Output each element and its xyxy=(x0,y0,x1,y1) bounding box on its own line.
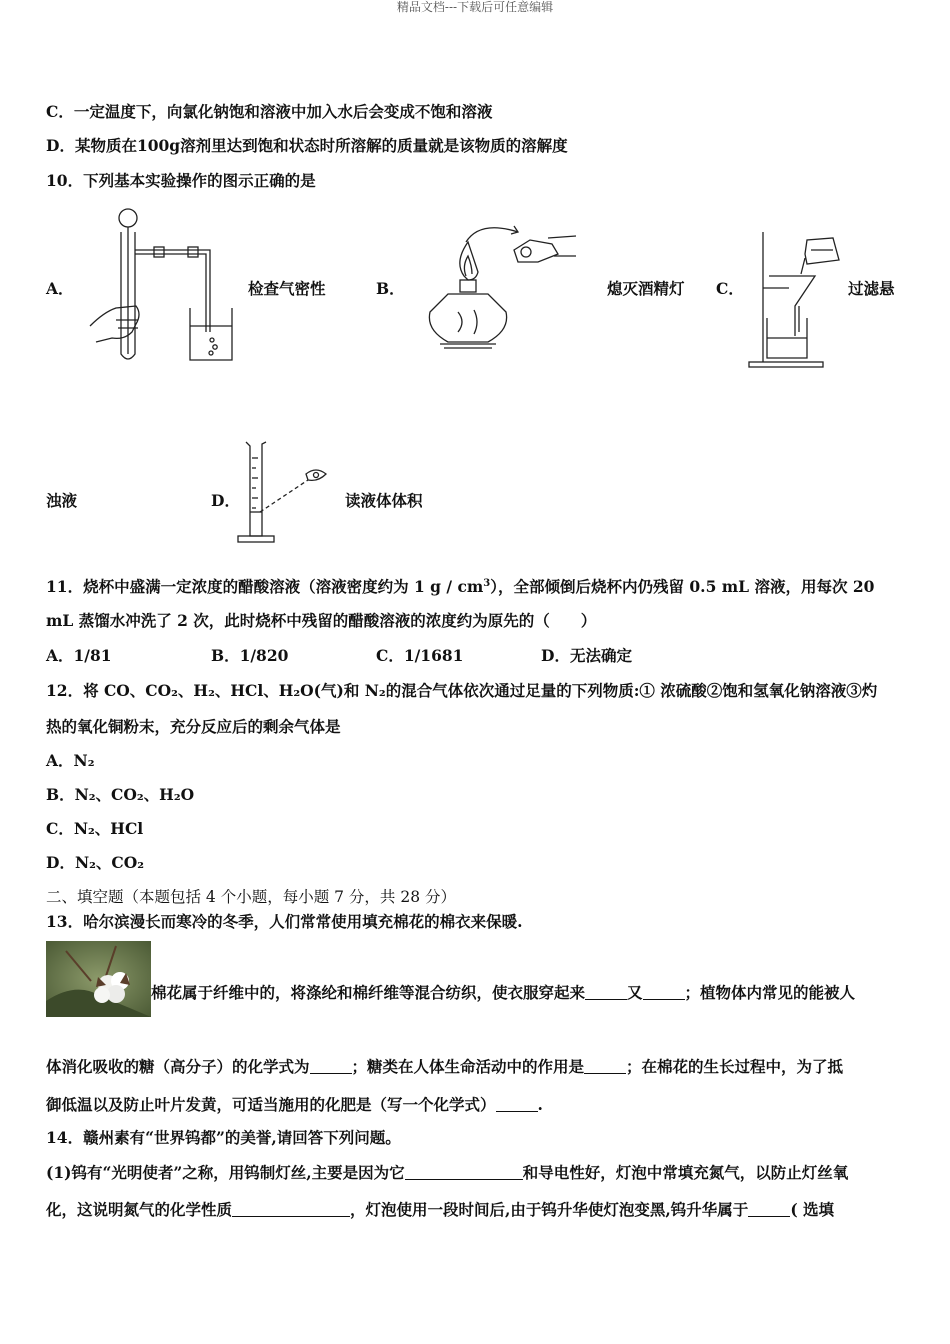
q9-option-c: C．一定温度下，向氯化钠饱和溶液中加入水后会变成不饱和溶液 xyxy=(46,102,493,121)
q10-a-letter: A． xyxy=(46,279,74,298)
q13-line-1a: 棉花属于纤维中的，将涤纶和棉纤维等混合纺织，使衣服穿起来 xyxy=(151,983,586,1002)
q11-option-c: C．1/1681 xyxy=(376,646,464,665)
q10-c-text-cont: 浊液 xyxy=(46,491,78,510)
q13-stem: 13．哈尔滨漫长而寒冷的冬季，人们常常使用填充棉花的棉衣来保暖. xyxy=(46,912,523,931)
q14-line-2a: 化，这说明氮气的化学性质 xyxy=(46,1200,233,1219)
q12-option-d: D．N₂、CO₂ xyxy=(46,853,145,872)
q10-a-text: 检查气密性 xyxy=(248,279,326,298)
q12-line-2: 热的氧化铜粉末，充分反应后的剩余气体是 xyxy=(46,717,341,736)
q13-blank-3[interactable] xyxy=(310,1057,352,1074)
q12-option-a: A．N₂ xyxy=(46,751,95,770)
q13-line-1c: ；植物体内常见的能被人 xyxy=(684,983,856,1002)
q11-line-1 xyxy=(46,574,874,597)
filtration-figure xyxy=(745,228,845,368)
q13-line-3b: . xyxy=(537,1095,543,1114)
q11-unit-exponent: 3 xyxy=(483,578,491,589)
q10-stem: 10．下列基本实验操作的图示正确的是 xyxy=(46,171,316,190)
q13-line-3 xyxy=(46,1095,543,1115)
q14-line-2b: ，灯泡使用一段时间后,由于钨升华使灯泡变黑,钨升华属于 xyxy=(350,1200,749,1219)
q13-line-2a: 体消化吸收的糖（高分子）的化学式为 xyxy=(46,1057,310,1076)
q13-blank-4[interactable] xyxy=(584,1057,626,1074)
q11-option-d: D．无法确定 xyxy=(541,646,632,665)
q10-c-letter: C． xyxy=(716,279,744,298)
cotton-photo xyxy=(46,941,151,1017)
read-volume-figure xyxy=(236,438,332,550)
q13-line-2c: ；在棉花的生长过程中，为了抵 xyxy=(626,1057,844,1076)
q11-line-2: mL 蒸馏水冲洗了 2 次，此时烧杯中残留的醋酸溶液的浓度约为原先的（ ） xyxy=(46,611,597,630)
q11-option-b: B．1/820 xyxy=(211,646,289,665)
q14-line-2c: ( 选填 xyxy=(790,1200,835,1219)
q13-line-2b: ；糖类在人体生命活动中的作用是 xyxy=(351,1057,585,1076)
q12-option-c: C．N₂、HCl xyxy=(46,819,144,838)
q14-stem: 14．赣州素有“世界钨都”的美誉,请回答下列问题。 xyxy=(46,1128,401,1147)
page-header: 精品文档---下载后可任意编辑 xyxy=(396,0,554,14)
q14-blank-1[interactable] xyxy=(405,1163,523,1180)
q13-line-3a: 御低温以及防止叶片发黄，可适当施用的化肥是（写一个化学式） xyxy=(46,1095,496,1114)
q13-line-1b: 又 xyxy=(627,983,643,1002)
q14-blank-3[interactable] xyxy=(748,1200,790,1217)
q14-blank-2[interactable] xyxy=(232,1200,350,1217)
q10-b-text: 熄灭酒精灯 xyxy=(607,279,685,298)
q13-blank-2[interactable] xyxy=(643,983,685,1000)
q13-blank-1[interactable] xyxy=(585,983,627,1000)
q12-option-b: B．N₂、CO₂、H₂O xyxy=(46,785,195,804)
q12-line-1: 12．将 CO、CO₂、H₂、HCl、H₂O(气)和 N₂的混合气体依次通过足量的下列物质:① 浓硫酸②饱和氢氧化钠溶液③灼 xyxy=(46,681,878,700)
q10-b-letter: B． xyxy=(376,279,405,298)
q11-line-1b: ），全部倾倒后烧杯内仍残留 0.5 mL 溶液，用每次 20 xyxy=(490,577,875,596)
q9-option-d: D．某物质在100g溶剂里达到饱和状态时所溶解的质量就是该物质的溶解度 xyxy=(46,136,568,155)
q10-c-text: 过滤悬 xyxy=(848,279,895,298)
q13-blank-5[interactable] xyxy=(496,1095,538,1112)
gas-tightness-check-figure xyxy=(76,204,246,369)
q11-option-a: A．1/81 xyxy=(46,646,112,665)
q14-line-1 xyxy=(46,1163,848,1183)
q13-line-2 xyxy=(46,1057,843,1077)
extinguish-lamp-figure xyxy=(418,222,578,357)
q14-line-1a: (1)钨有“光明使者”之称，用钨制灯丝,主要是因为它 xyxy=(46,1163,405,1182)
q10-d-text: 读液体体积 xyxy=(345,491,423,510)
q14-line-2 xyxy=(46,1200,834,1220)
q13-line-1 xyxy=(151,983,855,1003)
q14-line-1b: 和导电性好，灯泡中常填充氮气，以防止灯丝氧 xyxy=(522,1163,849,1182)
q10-d-letter: D． xyxy=(211,491,240,510)
section-2-heading: 二、填空题（本题包括 4 个小题，每小题 7 分，共 28 分） xyxy=(46,888,457,906)
q11-line-1a: 11．烧杯中盛满一定浓度的醋酸溶液（溶液密度约为 1 g / cm xyxy=(46,577,484,596)
